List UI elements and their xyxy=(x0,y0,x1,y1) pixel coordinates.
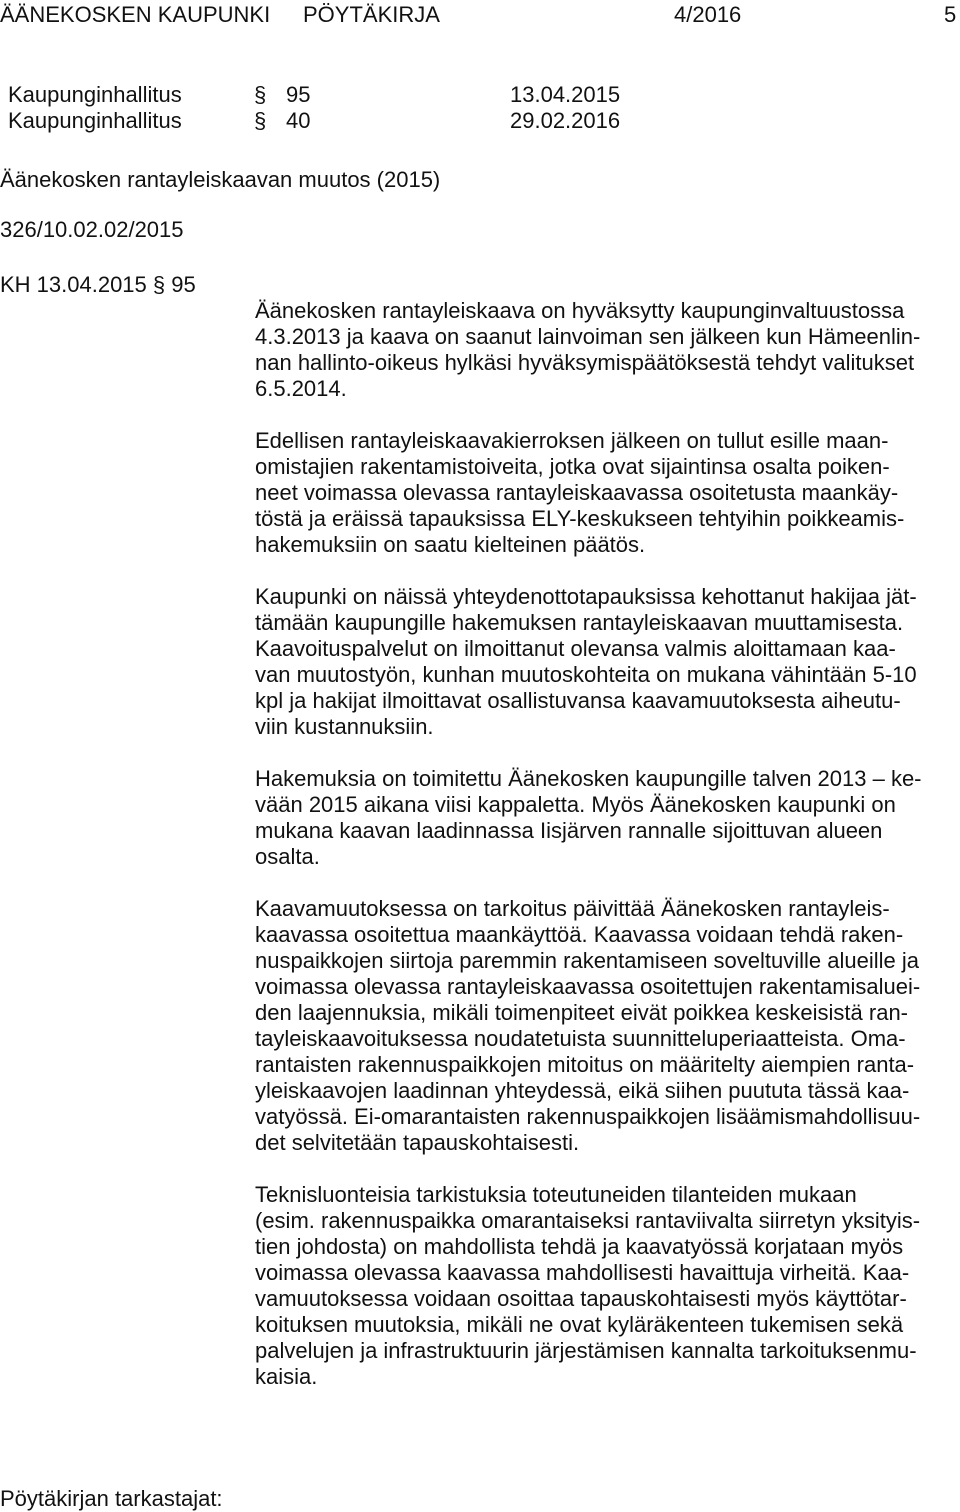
history-row xyxy=(8,108,708,134)
history-row xyxy=(8,82,708,108)
case-title: Äänekosken rantayleiskaavan muutos (2015) xyxy=(0,167,441,192)
paragraph: Äänekosken rantayleiskaava on hyväksytty kaupunginvaltuustossa 4.3.2013 ja kaava on saanut lainvoiman sen jälkeen kun Hämeenlin- nan hallinto-oikeus hylkäsi hyväksymispäätöksestä tehdyt valitukset 6.5.2014. xyxy=(255,298,921,401)
minutes-checkers-label: Pöytäkirjan tarkastajat: xyxy=(0,1486,223,1511)
document-type: PÖYTÄKIRJA xyxy=(303,2,440,27)
page-header xyxy=(0,0,960,30)
paragraph: Kaupunki on näissä yhteydenottotapauksissa kehottanut hakijaa jät- tämään kaupungille hakemuksen rantayleiskaavan muuttamisesta. Kaavoituspalvelut on ilmoittanut olevansa valmis aloittamaan kaa- van muutostyön, kunhan muutoskohteita on mukana vähintään 5-10 kpl ja hakijat ilmoittavat osallistuvansa kaavamuutoksesta aiheutu- viin kustannuksiin. xyxy=(255,584,917,739)
organization-name: ÄÄNEKOSKEN KAUPUNKI xyxy=(0,2,271,27)
section-mark: § xyxy=(254,108,267,133)
document-number: 4/2016 xyxy=(674,2,742,27)
case-body xyxy=(255,298,955,1390)
kh-reference: KH 13.04.2015 § 95 xyxy=(0,272,196,297)
paragraph: Teknisluonteisia tarkistuksia toteutuneiden tilanteiden mukaan (esim. rakennuspaikka omarantaiseksi rantaviivalta siirretyn yksityis- tien johdosta) on mahdollista tehdä ja kaavatyössä korjataan myös voimassa olevassa kaavassa mahdollisesti havaittuja virheitä. Kaa- vamuutoksessa voidaan osoittaa tapauskohtaisesti myös käyttötar- koituksen muutoksia, mikäli ne ovat kyläräkenteen tukemisen sekä palvelujen ja infrastruktuurin järjestämisen kannalta tarkoituksenmu- kaisia. xyxy=(255,1182,921,1389)
page-number: 5 xyxy=(944,2,957,27)
history-body: Kaupunginhallitus xyxy=(8,82,182,107)
paragraph: Hakemuksia on toimitettu Äänekosken kaupungille talven 2013 – ke- vään 2015 aikana viisi kappaletta. Myös Äänekosken kaupunki on mukana kaavan laadinnassa Iisjärven rannalle sijoittuvan alueen osalta. xyxy=(255,766,922,869)
history-body: Kaupunginhallitus xyxy=(8,108,182,133)
history-section-number: 40 xyxy=(286,108,311,133)
diary-number: 326/10.02.02/2015 xyxy=(0,217,184,242)
paragraph: Edellisen rantayleiskaavakierroksen jälkeen on tullut esille maan- omistajien rakentamistoiveita, jotka ovat sijaintinsa osalta poiken- neet voimassa olevassa rantayleiskaavassa osoitetusta maankäy- töstä ja eräissä tapauksissa ELY-keskukseen tehtyihin poikkeamis- hakemuksiin on saatu kielteinen päätös. xyxy=(255,428,905,557)
paragraph: Kaavamuutoksessa on tarkoitus päivittää Äänekosken rantayleis- kaavassa osoitettua maankäyttöä. Kaavassa voidaan tehdä raken- nuspaikkojen siirtoja paremmin rakentamiseen soveltuville alueille ja voimassa olevassa rantayleiskaavassa osoitettujen rakentamisaluei- den laajennuksia, mikäli toimenpiteet eivät poikkea keskeisistä ran- tayleiskaavoituksessa noudatetuista suunnitteluperiaatteista. Oma- rantaisten rakennuspaikkojen mitoitus on määritelty aiempien ranta- yleiskaavojen laadinnan yhteydessä, eikä siihen puututa tässä kaa- vatyössä. Ei-omarantaisten rakennuspaikkojen lisäämismahdollisuu- det selvitetään tapauskohtaisesti. xyxy=(255,896,921,1155)
history-date: 13.04.2015 xyxy=(510,82,621,107)
history-date: 29.02.2016 xyxy=(510,108,621,133)
history-section-number: 95 xyxy=(286,82,311,107)
footer-divider xyxy=(0,1479,960,1480)
section-mark: § xyxy=(254,82,267,107)
